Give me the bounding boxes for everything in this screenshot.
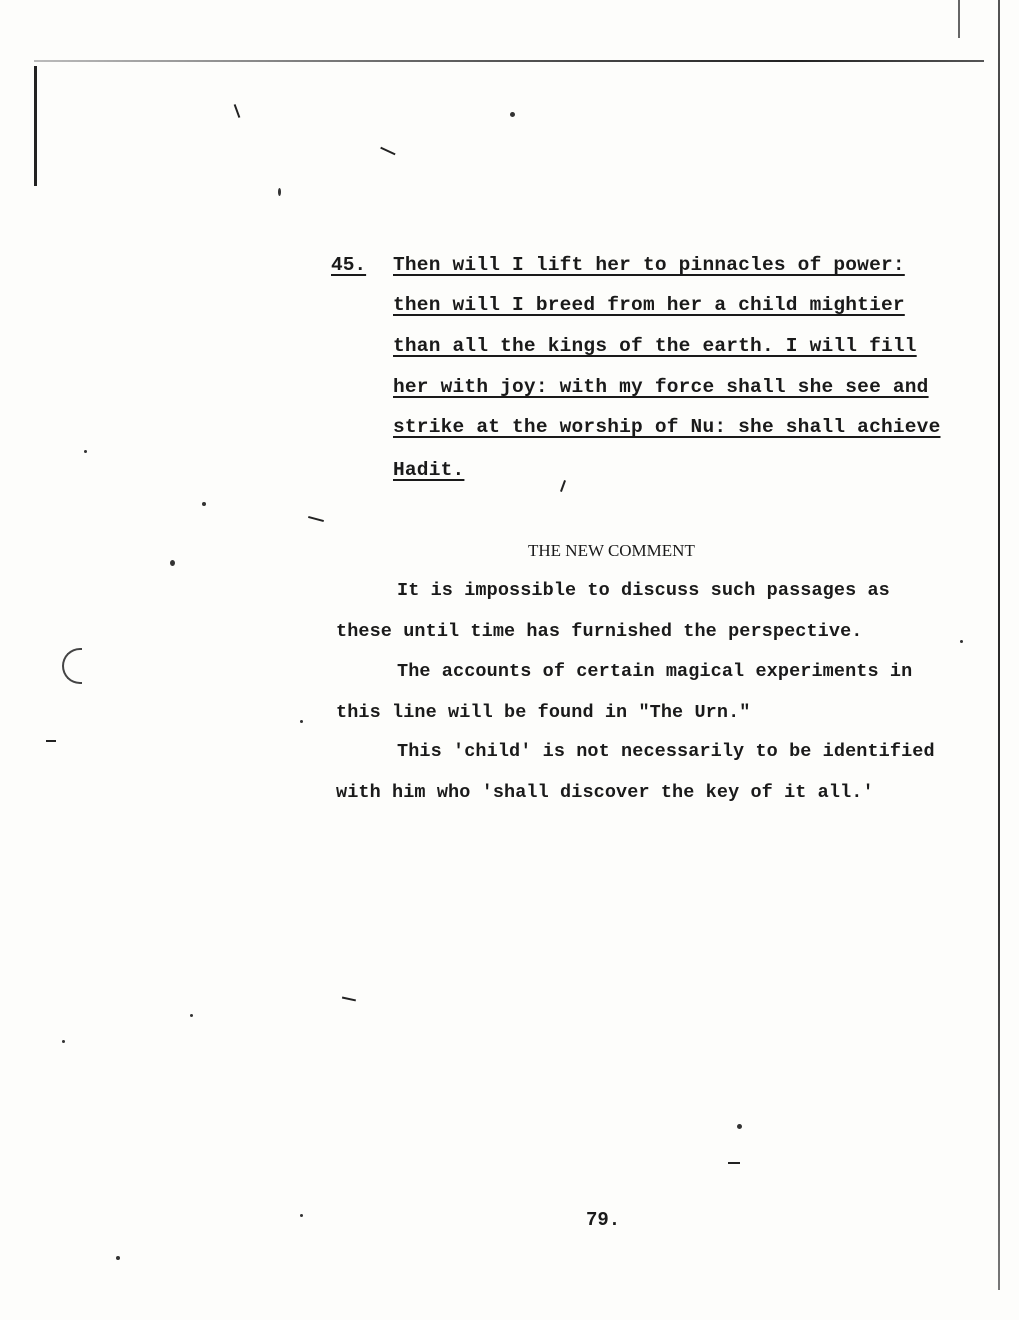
page-edge-right-top <box>958 0 960 38</box>
verse-line-5: strike at the worship of Nu: she shall achieve <box>393 416 941 438</box>
speck <box>737 1124 742 1129</box>
speck <box>342 997 356 1001</box>
verse-line-2: then will I breed from her a child mightier <box>393 294 905 316</box>
speck <box>300 1214 303 1217</box>
verse-line-6: Hadit. <box>393 459 465 481</box>
speck <box>170 560 175 566</box>
speck <box>84 450 87 453</box>
comment-line-3: The accounts of certain magical experiments in <box>397 661 913 682</box>
verse-line-1: Then will I lift her to pinnacles of power: <box>393 254 905 276</box>
speck <box>560 480 566 492</box>
comment-line-1: It is impossible to discuss such passages as <box>397 580 890 601</box>
speck <box>510 112 515 117</box>
speck <box>62 1040 65 1043</box>
speck <box>960 640 963 643</box>
comment-heading: THE NEW COMMENT <box>528 541 695 560</box>
speck <box>308 516 324 522</box>
comment-line-5: This 'child' is not necessarily to be identified <box>397 741 935 762</box>
verse-line-3: than all the kings of the earth. I will fill <box>393 335 917 357</box>
speck <box>234 104 241 118</box>
comment-line-6: with him who 'shall discover the key of it all.' <box>336 782 874 803</box>
comment-line-2: these until time has furnished the perspective. <box>336 621 863 642</box>
speck <box>46 740 56 742</box>
page-number: 79. <box>586 1209 621 1231</box>
speck <box>380 147 395 155</box>
verse-number: 45. <box>331 254 367 276</box>
comment-line-4: this line will be found in "The Urn." <box>336 702 751 723</box>
page-edge-right <box>998 0 1000 1290</box>
page-edge-top <box>34 60 984 62</box>
page-edge-left <box>34 66 37 186</box>
margin-mark <box>62 648 82 684</box>
speck <box>190 1014 193 1017</box>
verse-line-4: her with joy: with my force shall she see and <box>393 376 929 398</box>
speck <box>116 1256 120 1260</box>
speck <box>300 720 303 723</box>
speck <box>278 188 281 196</box>
speck <box>728 1162 740 1164</box>
speck <box>202 502 206 506</box>
